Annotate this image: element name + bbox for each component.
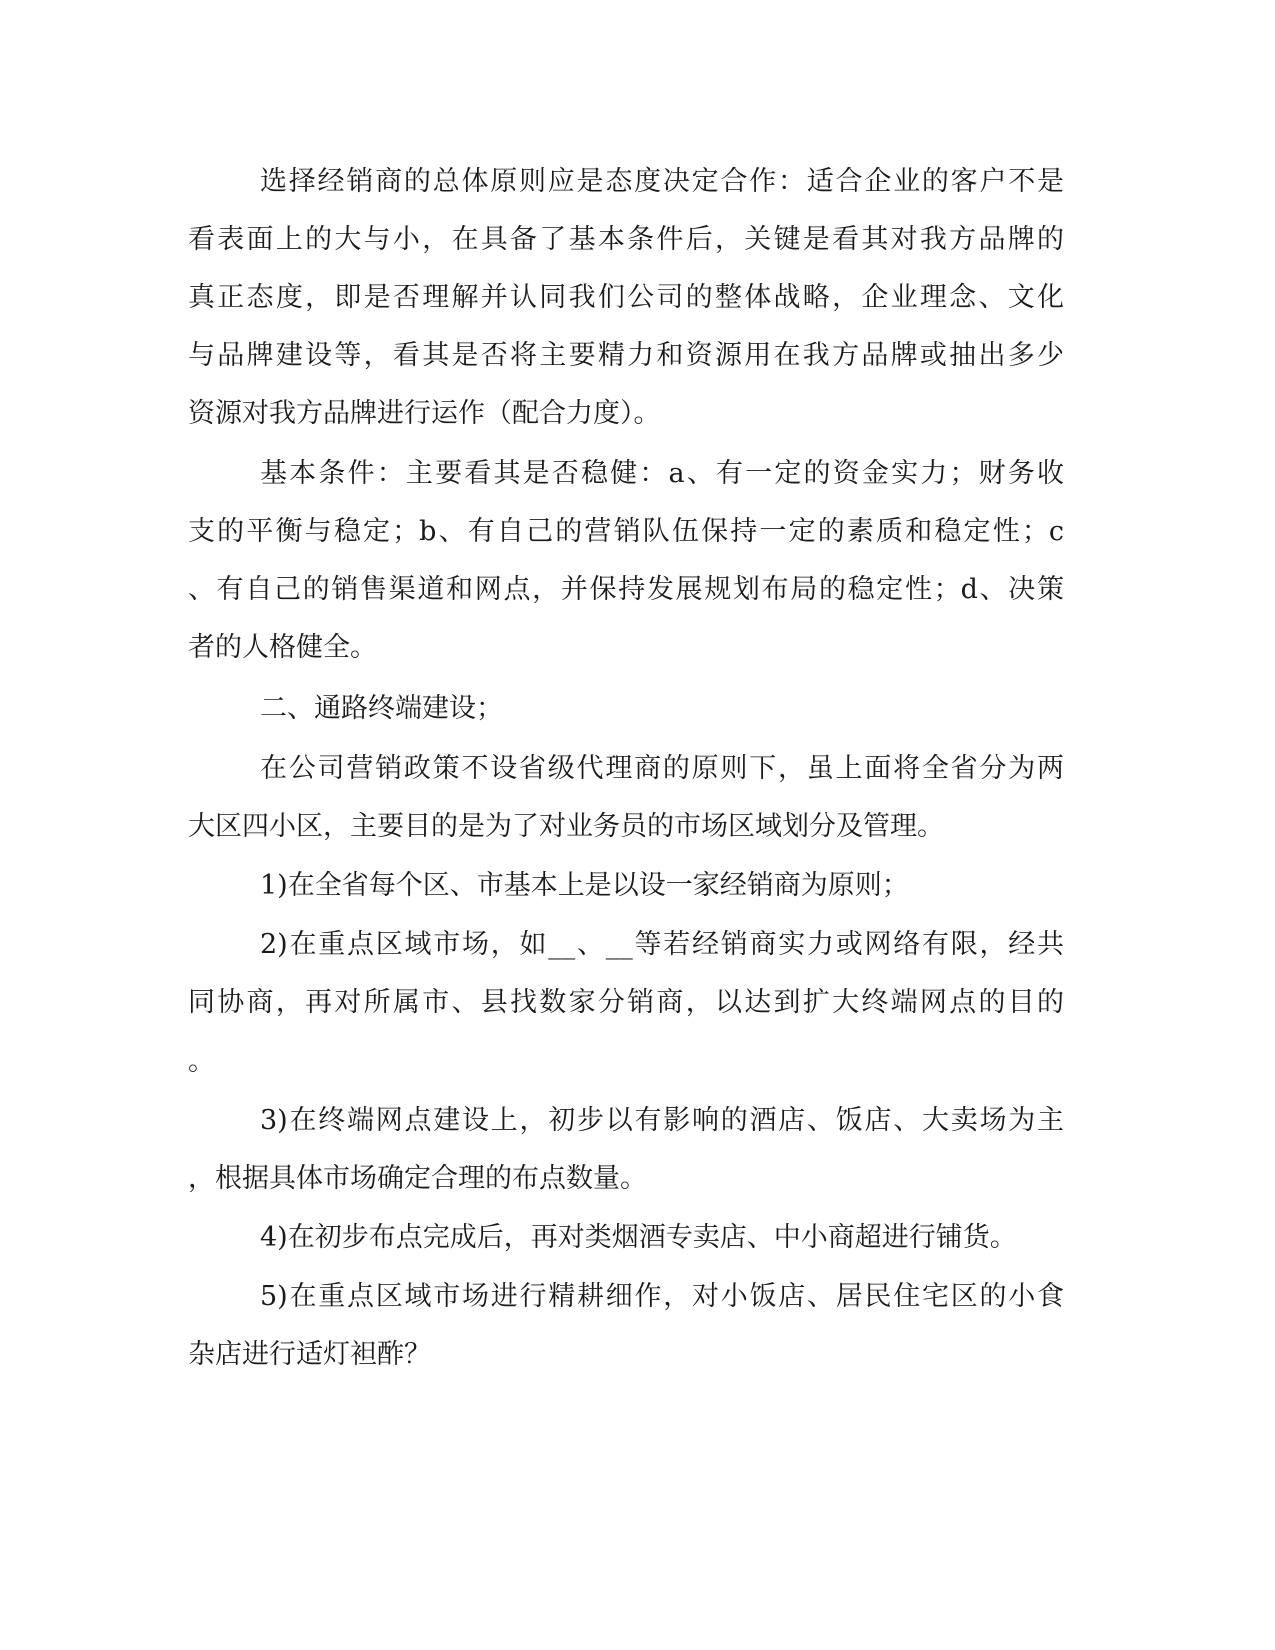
list-item-5-line-2: 杂店进行适灯袒酢？ bbox=[188, 1339, 431, 1370]
list-item-1: 1)在全省每个区、市基本上是以设一家经销商为原则； bbox=[260, 870, 909, 901]
list-item-5-line-1: 5)在重点区域市场进行精耕细作，对小饭店、居民住宅区的小食 bbox=[260, 1281, 1064, 1312]
list-item-3-line-1: 3)在终端网点建设上，初步以有影响的酒店、饭店、大卖场为主 bbox=[260, 1105, 1064, 1136]
paragraph-2-line-1: 基本条件：主要看其是否稳健：a、有一定的资金实力；财务收 bbox=[260, 458, 1064, 489]
paragraph-2-line-4: 者的人格健全。 bbox=[188, 632, 377, 663]
paragraph-1-line-2: 看表面上的大与小，在具备了基本条件后，关键是看其对我方品牌的 bbox=[188, 224, 1064, 255]
list-item-4: 4)在初步布点完成后，再对类烟酒专卖店、中小商超进行铺货。 bbox=[260, 1222, 1017, 1253]
paragraph-2-line-2: 支的平衡与稳定；b、有自己的营销队伍保持一定的素质和稳定性；c bbox=[188, 516, 1064, 547]
list-item-3-line-2: ，根据具体市场确定合理的布点数量。 bbox=[188, 1163, 647, 1194]
paragraph-2-line-3: 、有自己的销售渠道和网点，并保持发展规划布局的稳定性；d、决策 bbox=[188, 574, 1064, 605]
section-heading: 二、通路终端建设； bbox=[260, 693, 503, 724]
list-item-2-line-3: 。 bbox=[188, 1046, 215, 1077]
paragraph-1-line-5: 资源对我方品牌进行运作（配合力度）。 bbox=[188, 398, 661, 429]
paragraph-3-line-1: 在公司营销政策不设省级代理商的原则下，虽上面将全省分为两 bbox=[260, 753, 1064, 784]
paragraph-3-line-2: 大区四小区，主要目的是为了对业务员的市场区域划分及管理。 bbox=[188, 811, 944, 842]
list-item-2-line-2: 同协商，再对所属市、县找数家分销商，以达到扩大终端网点的目的 bbox=[188, 987, 1064, 1018]
paragraph-1-line-1: 选择经销商的总体原则应是态度决定合作：适合企业的客户不是 bbox=[260, 166, 1064, 197]
list-item-2-line-1: 2)在重点区域市场，如__、__等若经销商实力或网络有限，经共 bbox=[260, 929, 1064, 960]
paragraph-1-line-4: 与品牌建设等，看其是否将主要精力和资源用在我方品牌或抽出多少 bbox=[188, 340, 1064, 371]
paragraph-1-line-3: 真正态度，即是否理解并认同我们公司的整体战略，企业理念、文化 bbox=[188, 282, 1064, 313]
